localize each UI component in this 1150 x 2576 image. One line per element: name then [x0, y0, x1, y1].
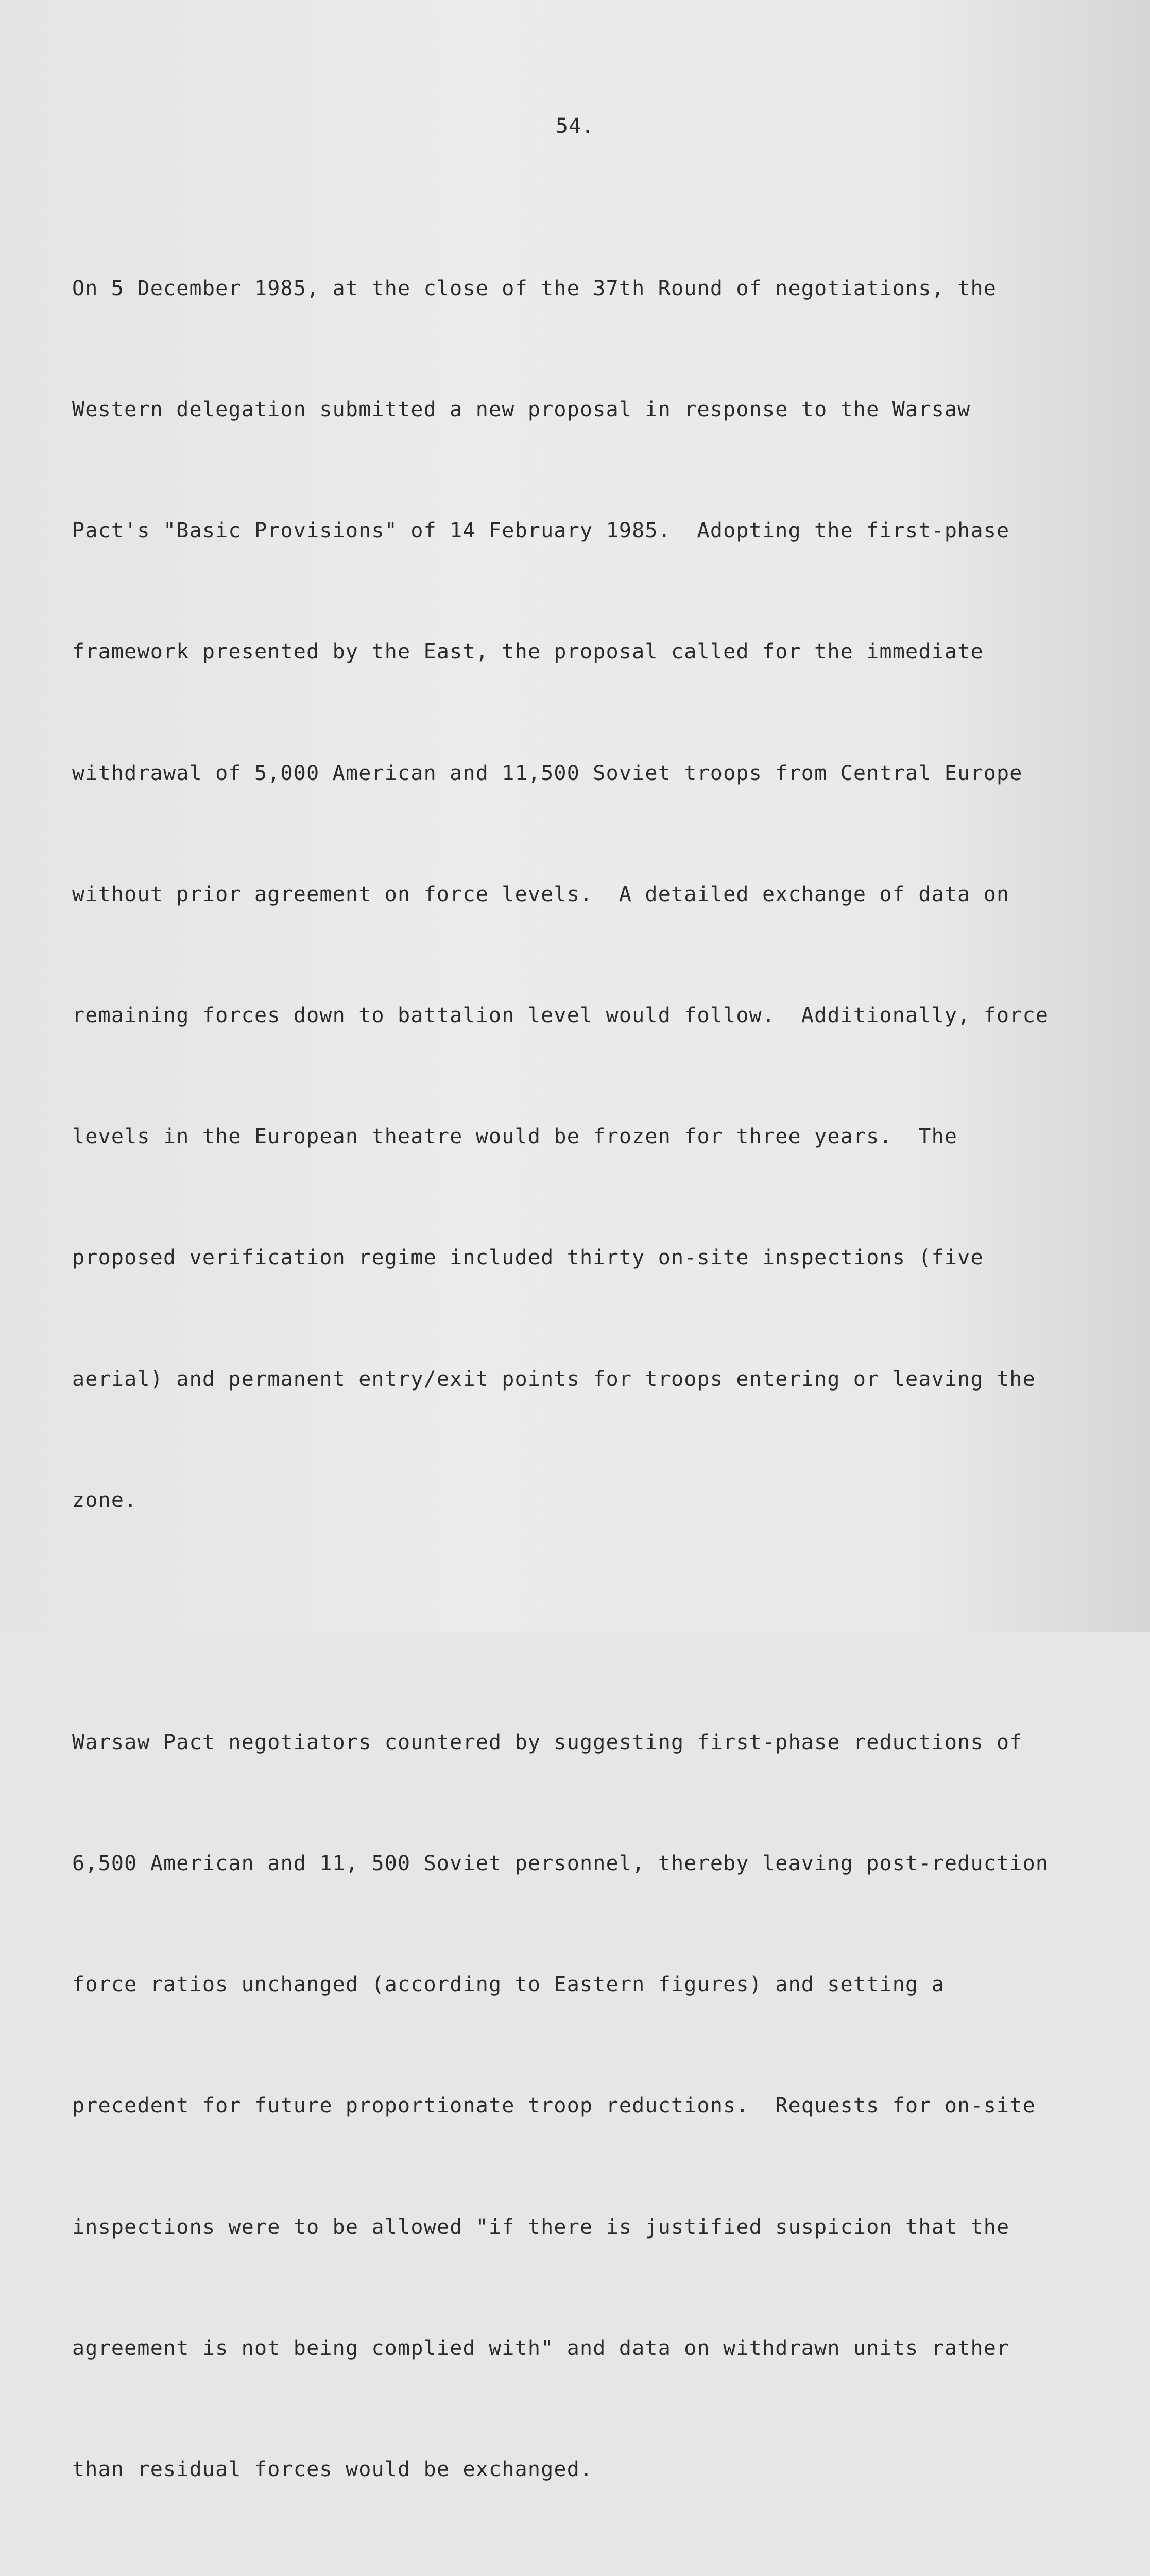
text-line: withdrawal of 5,000 American and 11,500 Soviet troops from Central Europe	[72, 761, 1023, 785]
text-line: aerial) and permanent entry/exit points for troops entering or leaving the	[72, 1367, 1036, 1391]
text-line: force ratios unchanged (according to Eastern figures) and setting a	[72, 1973, 945, 1997]
text-line: levels in the European theatre would be frozen for three years. The	[72, 1125, 958, 1149]
paragraph-2	[72, 1641, 1102, 2570]
text-line: inspections were to be allowed "if there is justified suspicion that the	[72, 2215, 1010, 2239]
text-line: Warsaw Pact negotiators countered by suggesting first-phase reductions of	[72, 1730, 1023, 1754]
text-line: proposed verification regime included thirty on-site inspections (five	[72, 1246, 984, 1270]
text-line: 6,500 American and 11, 500 Soviet personnel, thereby leaving post-reduction	[72, 1852, 1049, 1876]
page-number: 54.	[555, 114, 595, 138]
text-line: without prior agreement on force levels. A detailed exchange of data on	[72, 882, 1010, 906]
document-body	[72, 188, 1102, 2576]
text-line: On 5 December 1985, at the close of the 37th Round of negotiations, the	[72, 276, 997, 300]
text-line: remaining forces down to battalion level would follow. Additionally, force	[72, 1004, 1049, 1028]
text-line: than residual forces would be exchanged.	[72, 2458, 593, 2482]
text-line: precedent for future proportionate troop reductions. Requests for on-site	[72, 2094, 1036, 2118]
text-line: agreement is not being complied with" and data on withdrawn units rather	[72, 2336, 1010, 2360]
paragraph-1	[72, 188, 1102, 1601]
text-line: Western delegation submitted a new proposal in response to the Warsaw	[72, 398, 971, 422]
text-line: Pact's "Basic Provisions" of 14 February 1985. Adopting the first-phase	[72, 519, 1010, 543]
text-line: zone.	[72, 1488, 138, 1512]
text-line: framework presented by the East, the proposal called for the immediate	[72, 640, 984, 664]
